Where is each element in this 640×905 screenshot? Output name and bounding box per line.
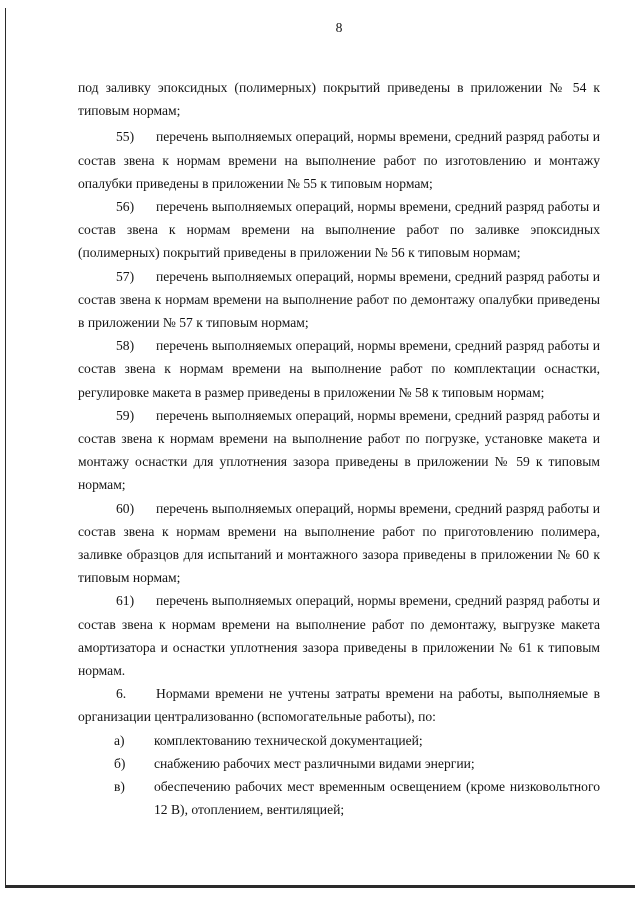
paragraph-number: 56): [116, 199, 135, 215]
paragraph-text: перечень выполняемых операций, нормы времени, средний разряд работы и состав звена к нормам времени на выполнение работ по комплектации оснастки, регулировке макета в размер приведены в приложении № 58 к типовым нормам;: [78, 338, 600, 400]
paragraph-text: перечень выполняемых операций, нормы времени, средний разряд работы и состав звена к нормам времени на выполнение работ по приготовлению полимера, заливке образцов для испытаний и монтажного зазора приведены в приложении № 60 к типовым нормам;: [78, 500, 600, 586]
paragraph-text: перечень выполняемых операций, нормы времени, средний разряд работы и состав звена к нормам времени на выполнение работ по изготовлению и монтажу опалубки приведены в приложении № 55 к типовым нормам;: [78, 129, 600, 191]
paragraph-text: перечень выполняемых операций, нормы времени, средний разряд работы и состав звена к нормам времени на выполнение работ по погрузке, установке макета и монтажу оснастки для уплотнения зазора приведены в приложении № 59 к типовым нормам;: [78, 407, 600, 493]
list-item-text: комплектованию технической документацией;: [154, 732, 423, 748]
paragraph-61: [78, 589, 600, 682]
paragraph-59: [78, 404, 600, 497]
paragraph-57: [78, 265, 600, 335]
list-item-text: обеспечению рабочих мест временным освещением (кроме низковольтного 12 В), отоплением, вентиляцией;: [154, 779, 600, 818]
page-number: 8: [335, 20, 343, 35]
paragraph-number: 60): [116, 500, 135, 516]
paragraph-number: 6.: [116, 686, 127, 702]
paragraph-continuation: [78, 76, 600, 122]
paragraph-6: [78, 682, 600, 728]
paragraph-text: под заливку эпоксидных (полимерных) покрытий приведены в приложении № 54 к типовым нормам;: [78, 80, 600, 119]
document-body: [78, 76, 600, 822]
paragraph-55: [78, 125, 600, 195]
paragraph-text: Нормами времени не учтены затраты времени на работы, выполняемые в организации централизованно (вспомогательные работы), по:: [78, 686, 600, 725]
list-marker: в): [114, 779, 125, 795]
paragraph-text: перечень выполняемых операций, нормы времени, средний разряд работы и состав звена к нормам времени на выполнение работ по заливке эпоксидных (полимерных) покрытий приведены в приложении № 56 к типовым нормам;: [78, 199, 600, 261]
list-item-b: [78, 752, 600, 775]
paragraph-number: 59): [116, 407, 135, 423]
paragraph-text: перечень выполняемых операций, нормы времени, средний разряд работы и состав звена к нормам времени на выполнение работ по демонтажу опалубки приведены в приложении № 57 к типовым нормам;: [78, 268, 600, 331]
paragraph-58: [78, 334, 600, 404]
list-marker: б): [114, 755, 126, 771]
paragraph-text: перечень выполняемых операций, нормы времени, средний разряд работы и состав звена к нормам времени на выполнение работ по демонтажу, выгрузке макета амортизатора и оснастки уплотнения зазора приведены в приложении № 61 к типовым нормам.: [78, 593, 600, 679]
paragraph-60: [78, 497, 600, 590]
scan-edge-bottom: [5, 885, 635, 888]
paragraph-number: 57): [116, 268, 135, 284]
paragraph-number: 61): [116, 593, 135, 609]
list-marker: а): [114, 732, 125, 748]
paragraph-number: 58): [116, 338, 135, 354]
scan-edge-left: [5, 8, 6, 886]
list-item-v: [78, 775, 600, 821]
list-item-text: снабжению рабочих мест различными видами энергии;: [154, 755, 475, 771]
paragraph-number: 55): [116, 129, 135, 145]
list-item-a: [78, 729, 600, 752]
paragraph-56: [78, 195, 600, 265]
